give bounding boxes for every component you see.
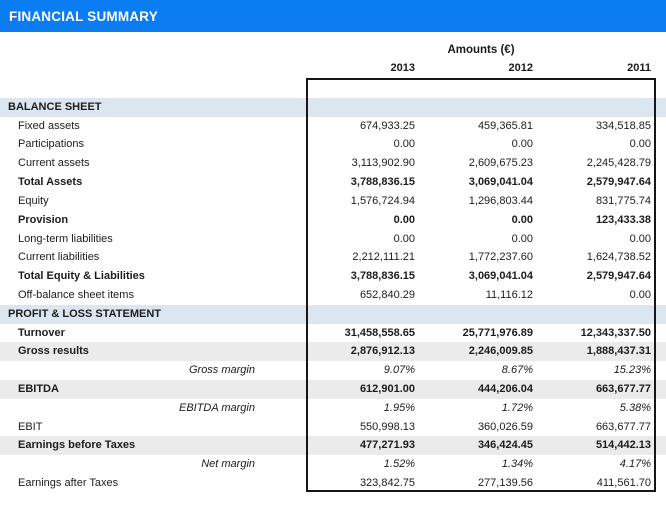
value-cell: 1.95%	[383, 401, 415, 414]
table-row-ebitda	[0, 380, 666, 399]
value-cell: 1,296,803.44	[468, 194, 533, 207]
value-cell: 2,245,428.79	[586, 157, 651, 170]
value-cell: 360,026.59	[477, 420, 533, 433]
section-label: BALANCE SHEET	[8, 100, 102, 113]
value-cell: 1.72%	[501, 401, 533, 414]
table-row-fixed-assets	[0, 117, 666, 136]
value-cell: 277,139.56	[477, 477, 533, 490]
row-label: Gross results	[18, 345, 89, 358]
table-row-current-assets	[0, 154, 666, 173]
value-cell: 8.67%	[501, 364, 533, 377]
value-cell: 674,933.25	[359, 119, 415, 132]
section-label: PROFIT & LOSS STATEMENT	[8, 307, 161, 320]
value-cell: 514,442.13	[595, 439, 651, 452]
value-cell: 4.17%	[619, 458, 651, 471]
section-header-balance-sheet	[0, 98, 666, 117]
value-cell: 0.00	[629, 232, 651, 245]
value-cell: 2,212,111.21	[352, 251, 415, 264]
value-cell: 2,579,947.64	[586, 176, 651, 189]
table-row-gross-results	[0, 342, 666, 361]
value-cell: 12,343,337.50	[580, 326, 651, 339]
value-cell: 3,069,041.04	[468, 176, 533, 189]
row-label: Provision	[18, 213, 69, 226]
value-cell: 477,271.93	[359, 439, 415, 452]
table-row-net-margin	[0, 455, 666, 474]
value-cell: 831,775.74	[595, 194, 651, 207]
row-label: Current liabilities	[18, 251, 100, 264]
value-cell: 2,246,009.85	[468, 345, 533, 358]
value-cell: 0.00	[393, 232, 415, 245]
value-cell: 11,116.12	[485, 288, 533, 301]
value-cell: 0.00	[511, 232, 533, 245]
table-row-provision	[0, 211, 666, 230]
table-row-total-equity-liabilities	[0, 267, 666, 286]
value-cell: 123,433.38	[595, 213, 651, 226]
value-cell: 3,788,836.15	[350, 176, 415, 189]
value-cell: 31,458,558.65	[344, 326, 415, 339]
value-cell: 612,901.00	[359, 383, 415, 395]
value-cell: 3,113,902.90	[351, 157, 415, 170]
table-row-gross-margin	[0, 361, 666, 380]
table-row-earnings-before-taxes	[0, 436, 666, 455]
value-cell: 2,609,675.23	[468, 157, 533, 170]
value-cell: 5.38%	[619, 401, 651, 414]
row-label: Total Assets	[18, 176, 83, 189]
value-cell: 2,579,947.64	[586, 270, 651, 283]
column-header-2013: 2013	[390, 62, 415, 74]
spacer-row	[0, 79, 666, 98]
value-cell: 0.00	[511, 138, 533, 151]
row-label: Equity	[18, 194, 49, 207]
row-label: Off-balance sheet items	[18, 288, 134, 301]
row-label: Fixed assets	[18, 119, 80, 132]
value-cell: 663,677.77	[595, 383, 651, 395]
value-cell: 0.00	[393, 213, 415, 226]
row-label: Current assets	[18, 157, 90, 170]
page-title: FINANCIAL SUMMARY	[9, 8, 158, 24]
value-cell: 15.23%	[613, 364, 651, 377]
table-row-off-balance-sheet-items	[0, 286, 666, 305]
table-row-participations	[0, 135, 666, 154]
value-cell: 0.00	[393, 138, 415, 151]
value-cell: 3,069,041.04	[468, 270, 533, 283]
value-cell: 1.34%	[501, 458, 533, 471]
table-row-turnover	[0, 324, 666, 343]
table-row-ebitda-margin	[0, 399, 666, 418]
value-cell: 550,998.13	[359, 420, 415, 433]
value-cell: 0.00	[629, 138, 651, 151]
value-cell: 323,842.75	[359, 477, 415, 490]
row-label: Earnings after Taxes	[18, 477, 119, 490]
row-label: Long-term liabilities	[18, 232, 113, 245]
column-header-2011: 2011	[627, 62, 651, 74]
row-label: Earnings before Taxes	[18, 439, 136, 452]
row-label: Participations	[18, 138, 85, 151]
row-label: Turnover	[18, 326, 65, 339]
value-cell: 652,840.29	[359, 288, 415, 301]
table-row-ebit	[0, 418, 666, 437]
value-cell: 0.00	[511, 213, 533, 226]
row-label: Net margin	[201, 458, 255, 471]
label-column-spacer	[0, 60, 306, 76]
value-cell: 2,876,912.13	[350, 345, 415, 358]
row-label: EBITDA margin	[178, 401, 255, 414]
value-cell: 1,772,237.60	[468, 251, 533, 264]
value-cell: 3,788,836.15	[350, 270, 415, 283]
table-row-earnings-after-taxes	[0, 474, 666, 493]
financial-table	[0, 79, 666, 493]
row-label: Gross margin	[188, 364, 255, 377]
row-label: EBIT	[18, 420, 43, 433]
amounts-header: Amounts (€)	[447, 44, 515, 56]
table-row-long-term-liabilities	[0, 230, 666, 249]
value-cell: 459,365.81	[477, 119, 533, 132]
value-cell: 1,576,724.94	[350, 194, 415, 207]
value-cell: 346,424.45	[477, 439, 533, 452]
value-cell: 411,561.70	[596, 477, 651, 490]
row-label: Total Equity & Liabilities	[18, 270, 145, 283]
section-header-profit-loss	[0, 305, 666, 324]
table-row-total-assets	[0, 173, 666, 192]
report-title-bar	[0, 0, 666, 32]
value-cell: 1,888,437.31	[586, 345, 651, 358]
value-cell: 1.52%	[383, 458, 415, 471]
value-cell: 1,624,738.52	[586, 251, 651, 264]
row-label: EBITDA	[18, 383, 59, 395]
value-cell: 9.07%	[383, 364, 415, 377]
value-cell: 25,771,976.89	[462, 326, 533, 339]
value-cell: 0.00	[629, 288, 651, 301]
column-header-2012: 2012	[508, 62, 533, 74]
value-cell: 444,206.04	[477, 383, 533, 395]
table-row-current-liabilities	[0, 248, 666, 267]
year-column-headers	[0, 60, 666, 76]
value-cell: 334,518.85	[595, 119, 651, 132]
value-cell: 663,677.77	[595, 420, 651, 433]
table-row-equity	[0, 192, 666, 211]
